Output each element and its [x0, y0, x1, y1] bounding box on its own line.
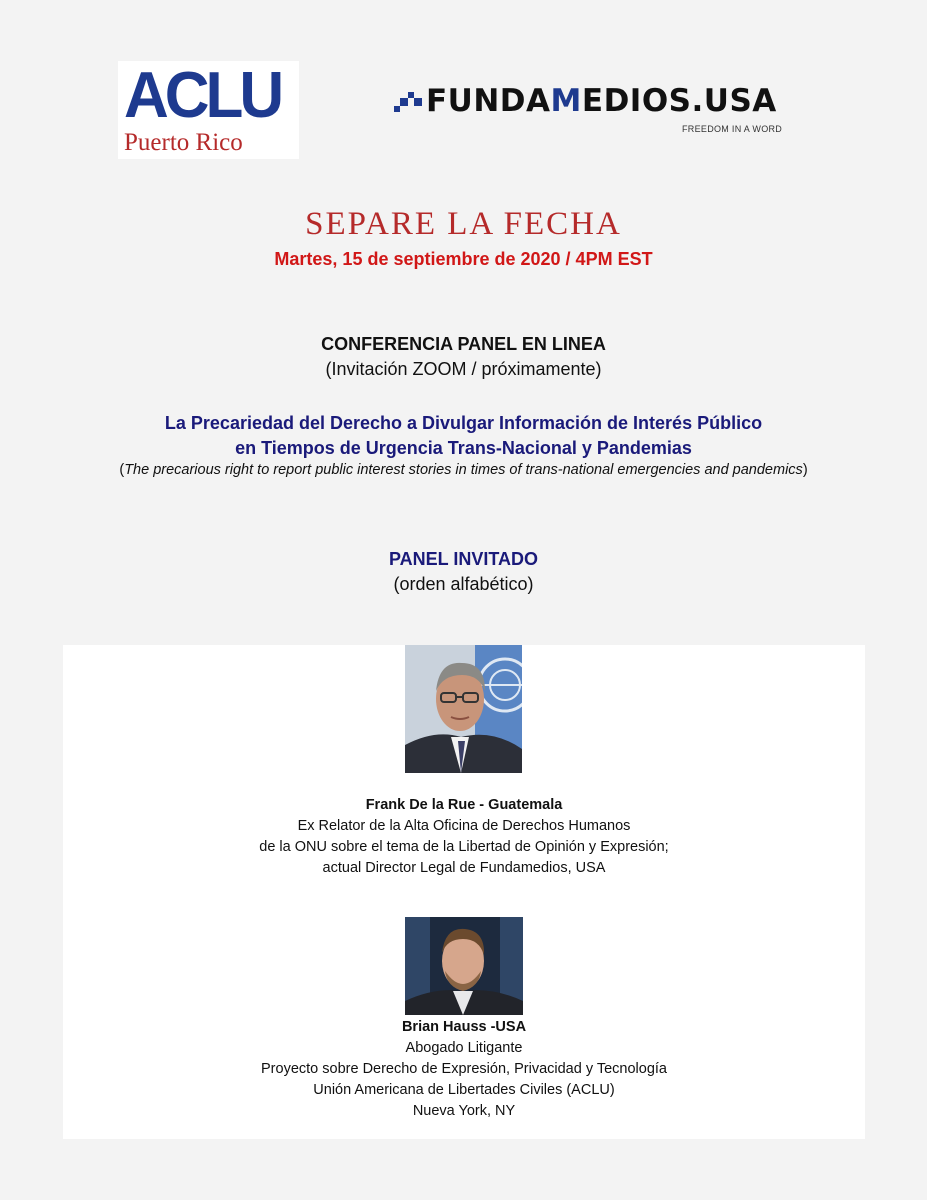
panelist-name: Brian Hauss -USA — [401, 1019, 527, 1035]
conference-topic-line-1: La Precariedad del Derecho a Divulgar Información de Interés Público — [164, 413, 763, 433]
aclu-logo-subtitle: Puerto Rico — [124, 129, 243, 156]
event-date: Martes, 15 de septiembre de 2020 / 4PM EST — [274, 249, 653, 269]
panelist-photo-frank — [405, 645, 522, 773]
topic-en-text: The precarious right to report public interest stories in times of trans-national emergencies and pandemics — [124, 462, 803, 478]
panelist-name: Frank De la Rue - Guatemala — [365, 797, 563, 813]
aclu-puerto-rico-logo — [118, 61, 299, 159]
panelist-bio-line: actual Director Legal de Fundamedios, USA — [322, 860, 606, 876]
panel-members-box — [63, 645, 865, 1139]
fundamedios-mark-icon — [394, 88, 424, 118]
conference-topic — [0, 411, 927, 461]
panel-order-note: (orden alfabético) — [393, 574, 534, 594]
panelist-bio-brian — [63, 1017, 865, 1122]
fundamedios-name-post: EDIOS.USA — [581, 83, 777, 119]
fundamedios-wordmark — [426, 82, 777, 120]
panelist-bio-line: Ex Relator de la Alta Oficina de Derechos Humanos — [297, 818, 631, 834]
panelist-bio-line: Unión Americana de Libertades Civiles (ACLU) — [313, 1082, 615, 1098]
portrait-frank-icon — [405, 645, 522, 773]
fundamedios-logo — [394, 82, 794, 138]
save-the-date-title: SEPARE LA FECHA — [305, 206, 622, 242]
conference-title: CONFERENCIA PANEL EN LINEA — [321, 334, 606, 354]
panelist-bio-line: de la ONU sobre el tema de la Libertad de Opinión y Expresión; — [259, 839, 669, 855]
conference-topic-english — [0, 462, 927, 478]
conference-topic-line-2: en Tiempos de Urgencia Trans-Nacional y Pandemias — [235, 438, 692, 458]
panelist-bio-line: Nueva York, NY — [412, 1103, 516, 1119]
fundamedios-name-m: M — [550, 83, 582, 119]
portrait-brian-icon — [405, 917, 523, 1015]
panelist-bio-line: Abogado Litigante — [405, 1040, 523, 1056]
fundamedios-name-pre: FUNDA — [426, 83, 551, 119]
topic-en-close-paren: ) — [802, 462, 808, 478]
fundamedios-tagline: FREEDOM IN A WORD — [682, 124, 783, 134]
panelist-bio-frank — [63, 795, 865, 879]
topic-en-open-paren: ( — [119, 462, 125, 478]
aclu-logo-title: ACLU — [124, 59, 281, 132]
panelist-bio-line: Proyecto sobre Derecho de Expresión, Privacidad y Tecnología — [261, 1061, 667, 1077]
conference-subtitle: (Invitación ZOOM / próximamente) — [325, 359, 602, 379]
panel-heading: PANEL INVITADO — [388, 549, 538, 569]
panelist-photo-brian — [405, 917, 523, 1015]
